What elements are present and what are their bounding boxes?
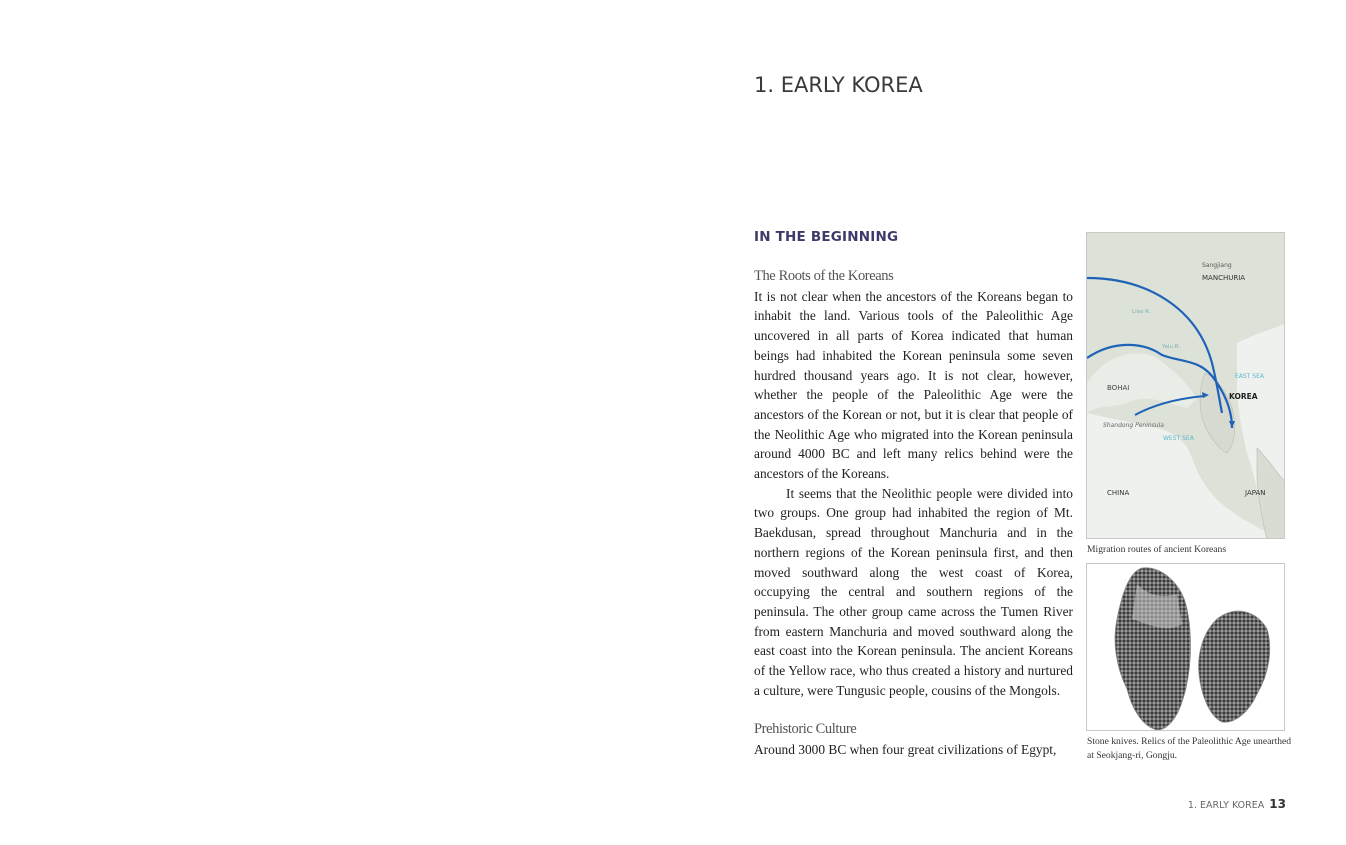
stone-knife-left [1115, 568, 1190, 730]
stone-knife-right [1199, 611, 1270, 722]
stone-caption: Stone knives. Relics of the Paleolithic Age unearthed at Seokjang-ri, Gongju. [1087, 736, 1292, 761]
map-label-east-sea: EAST SEA [1235, 373, 1264, 380]
chapter-title: 1. EARLY KOREA [754, 73, 923, 97]
map-graphic [1087, 233, 1285, 539]
migration-map [1086, 232, 1285, 539]
map-label-korea: KOREA [1229, 392, 1258, 401]
map-label-shandong: Shandong Peninsula [1103, 422, 1164, 429]
map-label-manchuria: MANCHURIA [1202, 274, 1246, 282]
stone-knives-photo [1086, 563, 1285, 731]
running-head: 1. EARLY KOREA [1187, 800, 1265, 811]
map-label-yalu: Yalu R. [1162, 344, 1181, 350]
map-caption: Migration routes of ancient Koreans [1087, 544, 1227, 555]
photo-graphic [1087, 564, 1285, 731]
section-title: IN THE BEGINNING [754, 229, 899, 245]
paragraph: It is not clear when the ancestors of the Koreans began to inhabit the land. Various tools of the Paleolithic Age uncovered in all parts of Korea indicated that human beings had inhabited the Korean peninsula some seven hurdred thousand years ago. It is not clear, however, whether the people of the Paleolithic Age were the ancestors of the Korean or not, but it is clear that people of the Neolithic Age who migrated into the Korean peninsula around 4000 BC and left many relics behind were the ancestors of the Koreans. [754, 288, 1073, 482]
paragraph: Around 3000 BC when four great civilizations of Egypt, [754, 741, 1057, 757]
map-label-bohai: BOHAI [1107, 384, 1130, 392]
body-text-column [754, 267, 1073, 760]
spacer [754, 700, 1073, 720]
paragraph: It seems that the Neolithic people were divided into two groups. One group had inhabited the region of Mt. Baekdusan, spread throughout Manchuria and in the northern regions of the Korean peninsula first, and then moved southward along the west coast of Korea, occupying the central and southern regions of the peninsula. The other group came across the Tumen River from eastern Manchuria and moved southward along the east coast into the Korean peninsula. The ancient Koreans of the Yellow race, who thus created a history and nurtured a culture, were Tungusic people, cousins of the Mongols. [754, 485, 1073, 698]
page-footer [1188, 797, 1286, 811]
map-label-west-sea: WEST SEA [1163, 435, 1194, 442]
map-label-liao: Liao R. [1132, 309, 1151, 315]
page-number: 13 [1269, 797, 1286, 811]
map-label-sangjiang: Sangjiang [1202, 262, 1232, 269]
subhead-roots: The Roots of the Koreans [754, 268, 894, 284]
map-label-china: CHINA [1107, 489, 1130, 497]
map-label-japan: JAPAN [1245, 489, 1266, 497]
subhead-prehistoric: Prehistoric Culture [754, 721, 857, 738]
